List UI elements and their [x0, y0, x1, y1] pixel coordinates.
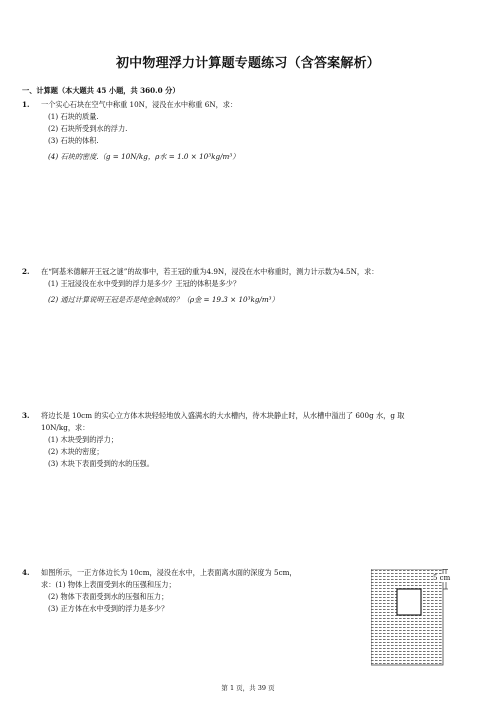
question-part: (1) 石块的质量.: [48, 112, 99, 121]
section-heading: 一、计算题（本大题共 45 小题，共 360.0 分）: [22, 86, 180, 95]
question-3: [22, 410, 474, 470]
question-text-continued: 10N/kg，求：: [41, 423, 90, 432]
question-part: (4) 石块的密度.（g = 10N/kg，ρ水 = 1.0 × 10³kg/m³）: [48, 152, 240, 161]
page-title: 初中物理浮力计算题专题练习（含答案解析）: [115, 56, 380, 71]
water-tank: [371, 569, 443, 665]
question-number: 2.: [22, 267, 30, 276]
question-part: (2) 木块的密度；: [48, 447, 104, 456]
page-footer: 第 1 页，共 39 页: [221, 684, 275, 692]
question-1: [22, 99, 474, 163]
depth-label: 5 cm: [433, 574, 451, 582]
cube-shape: [397, 589, 421, 615]
question-part: (1) 木块受到的浮力；: [48, 435, 118, 444]
question-part: 求：(1) 物体上表面受到水的压强和压力；: [41, 580, 176, 589]
question-text: 一个实心石块在空气中称重 10N，浸没在水中称重 6N，求：: [41, 100, 238, 109]
question-text: 在“阿基米德解开王冠之谜”的故事中，若王冠的重为4.9N，浸没在水中称重时，测力计示数为4.5N，求：: [41, 267, 379, 276]
question-text: 如图所示，一正方体边长为 10cm，浸没在水中，上表面离水面的深度为 5cm，: [41, 568, 297, 577]
question-part: (3) 正方体在水中受到的浮力是多少？: [48, 604, 169, 613]
question-part: (1) 王冠浸没在水中受到的浮力是多少？王冠的体积是多少？: [48, 279, 241, 288]
question-number: 4.: [22, 568, 30, 577]
question-2: [22, 266, 474, 306]
question-number: 1.: [22, 100, 30, 109]
question-part: (2) 通过计算说明王冠是否是纯金制成的？（ρ金 = 19.3 × 10³kg/m³）: [48, 295, 279, 304]
question-part: (2) 物体下表面受到水的压强和压力；: [48, 592, 169, 601]
question-number: 3.: [22, 411, 30, 420]
question-text: 将边长是 10cm 的实心立方体木块轻轻地放入盛满水的大水槽内，待木块静止时，从水槽中溢出了 600g 水，g 取: [41, 411, 405, 420]
question-part: (3) 木块下表面受到的水的压强。: [48, 459, 154, 468]
question-part: (2) 石块所受到水的浮力.: [48, 124, 128, 133]
question-part: (3) 石块的体积.: [48, 136, 99, 145]
cube-in-water-figure: [371, 569, 451, 667]
